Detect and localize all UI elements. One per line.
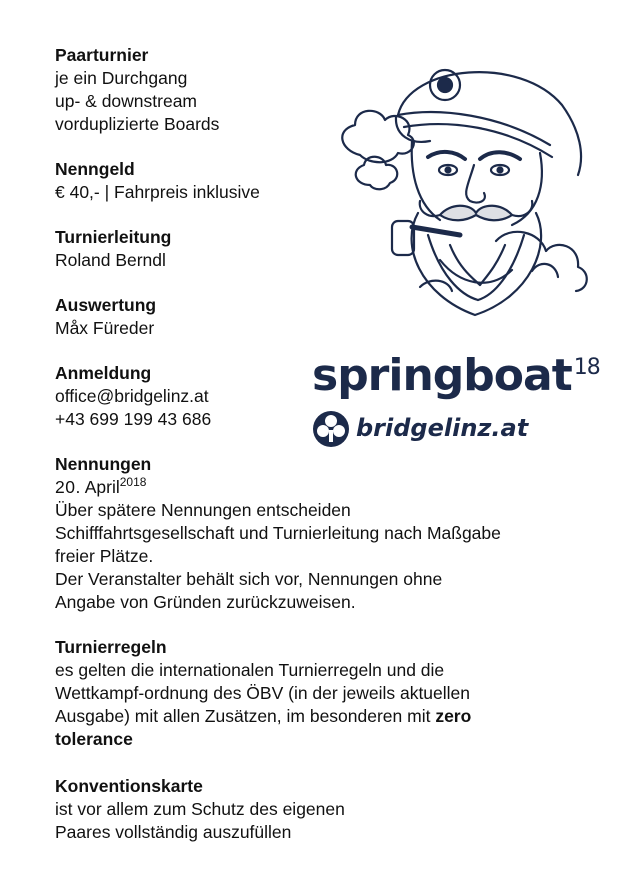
section-heading: Konventionskarte xyxy=(55,776,203,796)
section-nennungen xyxy=(55,453,595,614)
section-line: Angabe von Gründen zurückzuweisen. xyxy=(55,592,356,612)
club-card-icon xyxy=(312,410,350,448)
section-turnierregeln xyxy=(55,636,595,751)
phone-number: +43 699 199 43 686 xyxy=(55,409,212,429)
springboat-logo xyxy=(312,350,612,460)
logo-title-sup: 18 xyxy=(573,355,600,381)
section-line: freier Plätze. xyxy=(55,546,154,566)
section-line-prefix: Ausgabe) mit allen Zusätzen, im besonderen mit xyxy=(55,706,436,726)
section-line: € 40,- | Fahrpreis inklusive xyxy=(55,182,260,202)
section-heading: Nennungen xyxy=(55,454,152,474)
section-line: Über spätere Nennungen entscheiden xyxy=(55,500,351,520)
logo-title-text: springboat xyxy=(312,350,572,401)
zero-emphasis: zero xyxy=(435,706,472,726)
date-year: 2018 xyxy=(119,475,147,490)
section-line: up- & downstream xyxy=(55,91,198,111)
section-line: je ein Durchgang xyxy=(55,68,188,88)
section-line: vorduplizierte Boards xyxy=(55,114,220,134)
logo-brand[interactable]: bridgelinz.at xyxy=(356,414,529,442)
section-line: es gelten die internationalen Turnierregeln und die xyxy=(55,660,445,680)
date-day: 20. xyxy=(55,477,81,497)
section-line: Paares vollständig auszufüllen xyxy=(55,822,292,842)
section-line: ist vor allem zum Schutz des eigenen xyxy=(55,799,345,819)
section-konventionskarte xyxy=(55,775,595,844)
section-heading: Nenngeld xyxy=(55,159,135,179)
email-link[interactable]: office@bridgelinz.at xyxy=(55,386,209,406)
logo-title xyxy=(312,350,600,401)
deadline-date xyxy=(55,476,595,499)
section-line: Schifffahrtsgesellschaft und Turnierleitung nach Maßgabe xyxy=(55,523,501,543)
section-line: Roland Berndl xyxy=(55,250,166,270)
section-heading: Paarturnier xyxy=(55,45,149,65)
tolerance-emphasis: tolerance xyxy=(55,729,133,749)
section-heading: Turnierregeln xyxy=(55,637,167,657)
section-line: Måx Füreder xyxy=(55,318,155,338)
section-heading: Auswertung xyxy=(55,295,157,315)
section-heading: Anmeldung xyxy=(55,363,152,383)
section-line-mixed xyxy=(55,705,595,728)
section-line: Wettkampf-ordnung des ÖBV (in der jeweils aktuellen xyxy=(55,683,471,703)
date-month: April xyxy=(84,477,120,497)
section-heading: Turnierleitung xyxy=(55,227,172,247)
section-line: Der Veranstalter behält sich vor, Nennungen ohne xyxy=(55,569,443,589)
sailor-captain-illustration xyxy=(300,45,600,355)
